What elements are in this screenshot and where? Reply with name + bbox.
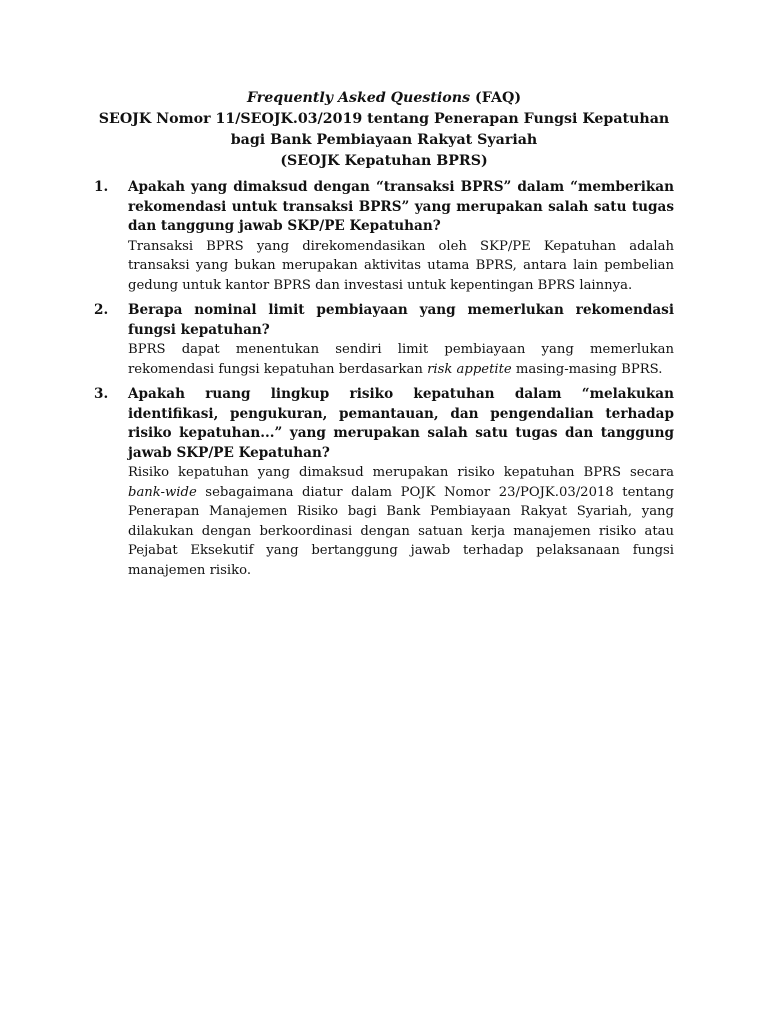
faq-question: Apakah yang dimaksud dengan “transaksi BPRS” dalam “memberikan rekomendasi untuk transaksi BPRS” yang merupakan salah satu tugas dan tanggung jawab SKP/PE Kepatuhan? [128,179,674,234]
faq-number: 1. [94,179,109,195]
header-regulation-line: SEOJK Nomor 11/SEOJK.03/2019 tentang Penerapan Fungsi Kepatuhan [98,111,670,127]
faq-answer-text: BPRS dapat menentukan sendiri limit pembiayaan yang memerlukan rekomendasi fungsi kepatuhan berdasarkan [128,342,674,377]
faq-answer [128,340,674,379]
faq-answer-text: masing-masing BPRS. [511,361,663,377]
header-subject-line: bagi Bank Pembiayaan Rakyat Syariah [230,132,538,148]
faq-answer-text: Risiko kepatuhan yang dimaksud merupakan risiko kepatuhan BPRS secara [128,465,674,480]
faq-item-2 [94,301,674,379]
faq-answer-text: sebagaimana diatur dalam POJK Nomor 23/POJK.03/2018 tentang Penerapan Manajemen Risiko bagi Bank Pembiayaan Rakyat Syariah, yang dilakukan dengan berkoordinasi dengan satuan kerja manajemen risiko atau Pejabat Eksekutif yang bertanggung jawab terhadap pelaksanaan fungsi manajemen risiko. [128,484,674,578]
faq-question: Berapa nominal limit pembiayaan yang memerlukan rekomendasi fungsi kepatuhan? [128,302,674,338]
header-title-rest: (FAQ) [470,90,522,106]
header-title-italic: Frequently Asked Questions [246,90,471,106]
faq-answer [128,463,674,580]
faq-question: Apakah ruang lingkup risiko kepatuhan dalam “melakukan identifikasi, pengukuran, pemantauan, dan pengendalian terhadap risiko kepatuhan...” yang merupakan salah satu tugas dan tanggung jawab SKP/PE Kepatuhan? [128,386,674,461]
document-header [94,88,674,172]
faq-item-3 [94,385,674,580]
faq-list [94,178,674,586]
faq-item-1 [94,178,674,295]
faq-answer-italic-term: risk appetite [427,361,512,377]
header-title-line [94,88,674,109]
faq-number: 3. [94,386,109,402]
faq-number: 2. [94,302,109,318]
header-short-name-line: (SEOJK Kepatuhan BPRS) [280,153,488,169]
faq-answer-italic-term: bank-wide [128,484,197,500]
faq-answer: Transaksi BPRS yang direkomendasikan oleh SKP/PE Kepatuhan adalah transaksi yang bukan merupakan aktivitas utama BPRS, antara lain pembelian gedung untuk kantor BPRS dan investasi untuk kepentingan BPRS lainnya. [128,238,674,293]
